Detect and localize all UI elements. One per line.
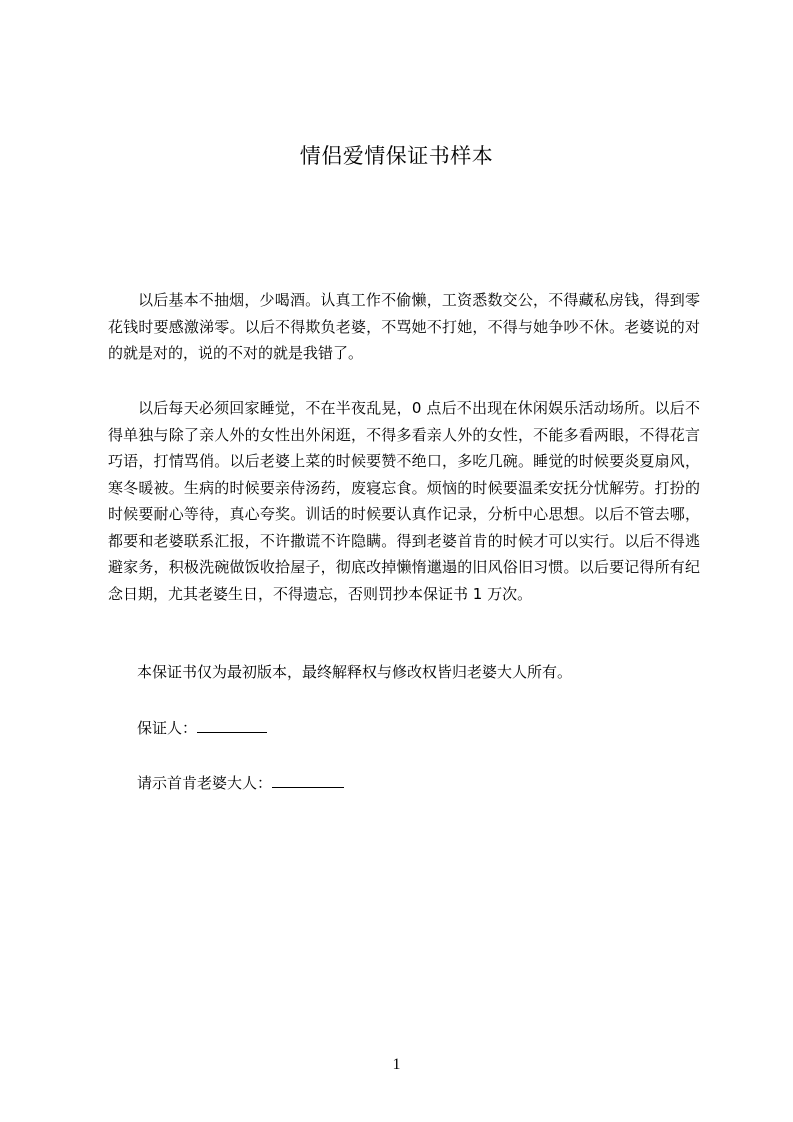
guarantor-label: 保证人： <box>137 719 198 737</box>
final-statement: 本保证书仅为最初版本，最终解释权与修改权皆归老婆大人所有。 <box>137 663 573 681</box>
approver-label: 请示首肯老婆大人： <box>137 774 273 792</box>
paragraph-2: 以后每天必须回家睡觉，不在半夜乱晃，0 点后不出现在休闲娱乐活动场所。以后不得单独与除了亲人外的女性出外闲逛，不得多看亲人外的女性，不能多看两眼，不得花言巧语，打情骂俏。以后老婆上菜的时候要赞不绝口，多吃几碗。睡觉的时候要炎夏扇风，寒冬暖被。生病的时候要亲侍汤药，废寝忘食。烦恼的时候要温柔安抚分忧解劳。打扮的时候要耐心等待，真心夸奖。训话的时候要认真作记录，分析中心思想。以后不管去哪，都要和老婆联系汇报，不许撒谎不许隐瞒。得到老婆首肯的时候才可以实行。以后不得逃避家务，积极洗碗做饭收拾屋子，彻底改掉懒惰邋遢的旧风俗旧习惯。以后要记得所有纪念日期，尤其老婆生日，不得遗忘，否则罚抄本保证书 1 万次。 <box>108 399 700 603</box>
document-title: 情侣爱情保证书样本 <box>299 144 494 168</box>
guarantor-signature-blank <box>197 718 267 733</box>
paragraph-1: 以后基本不抽烟，少喝酒。认真工作不偷懒，工资悉数交公，不得藏私房钱，得到零花钱时要感激涕零。以后不得欺负老婆，不骂她不打她，不得与她争吵不休。老婆说的对的就是对的，说的不对的就是我错了。 <box>108 291 700 362</box>
approver-line <box>137 770 344 796</box>
page-number: 1 <box>392 1056 401 1073</box>
guarantor-line <box>137 715 267 741</box>
approver-signature-blank <box>272 773 344 788</box>
